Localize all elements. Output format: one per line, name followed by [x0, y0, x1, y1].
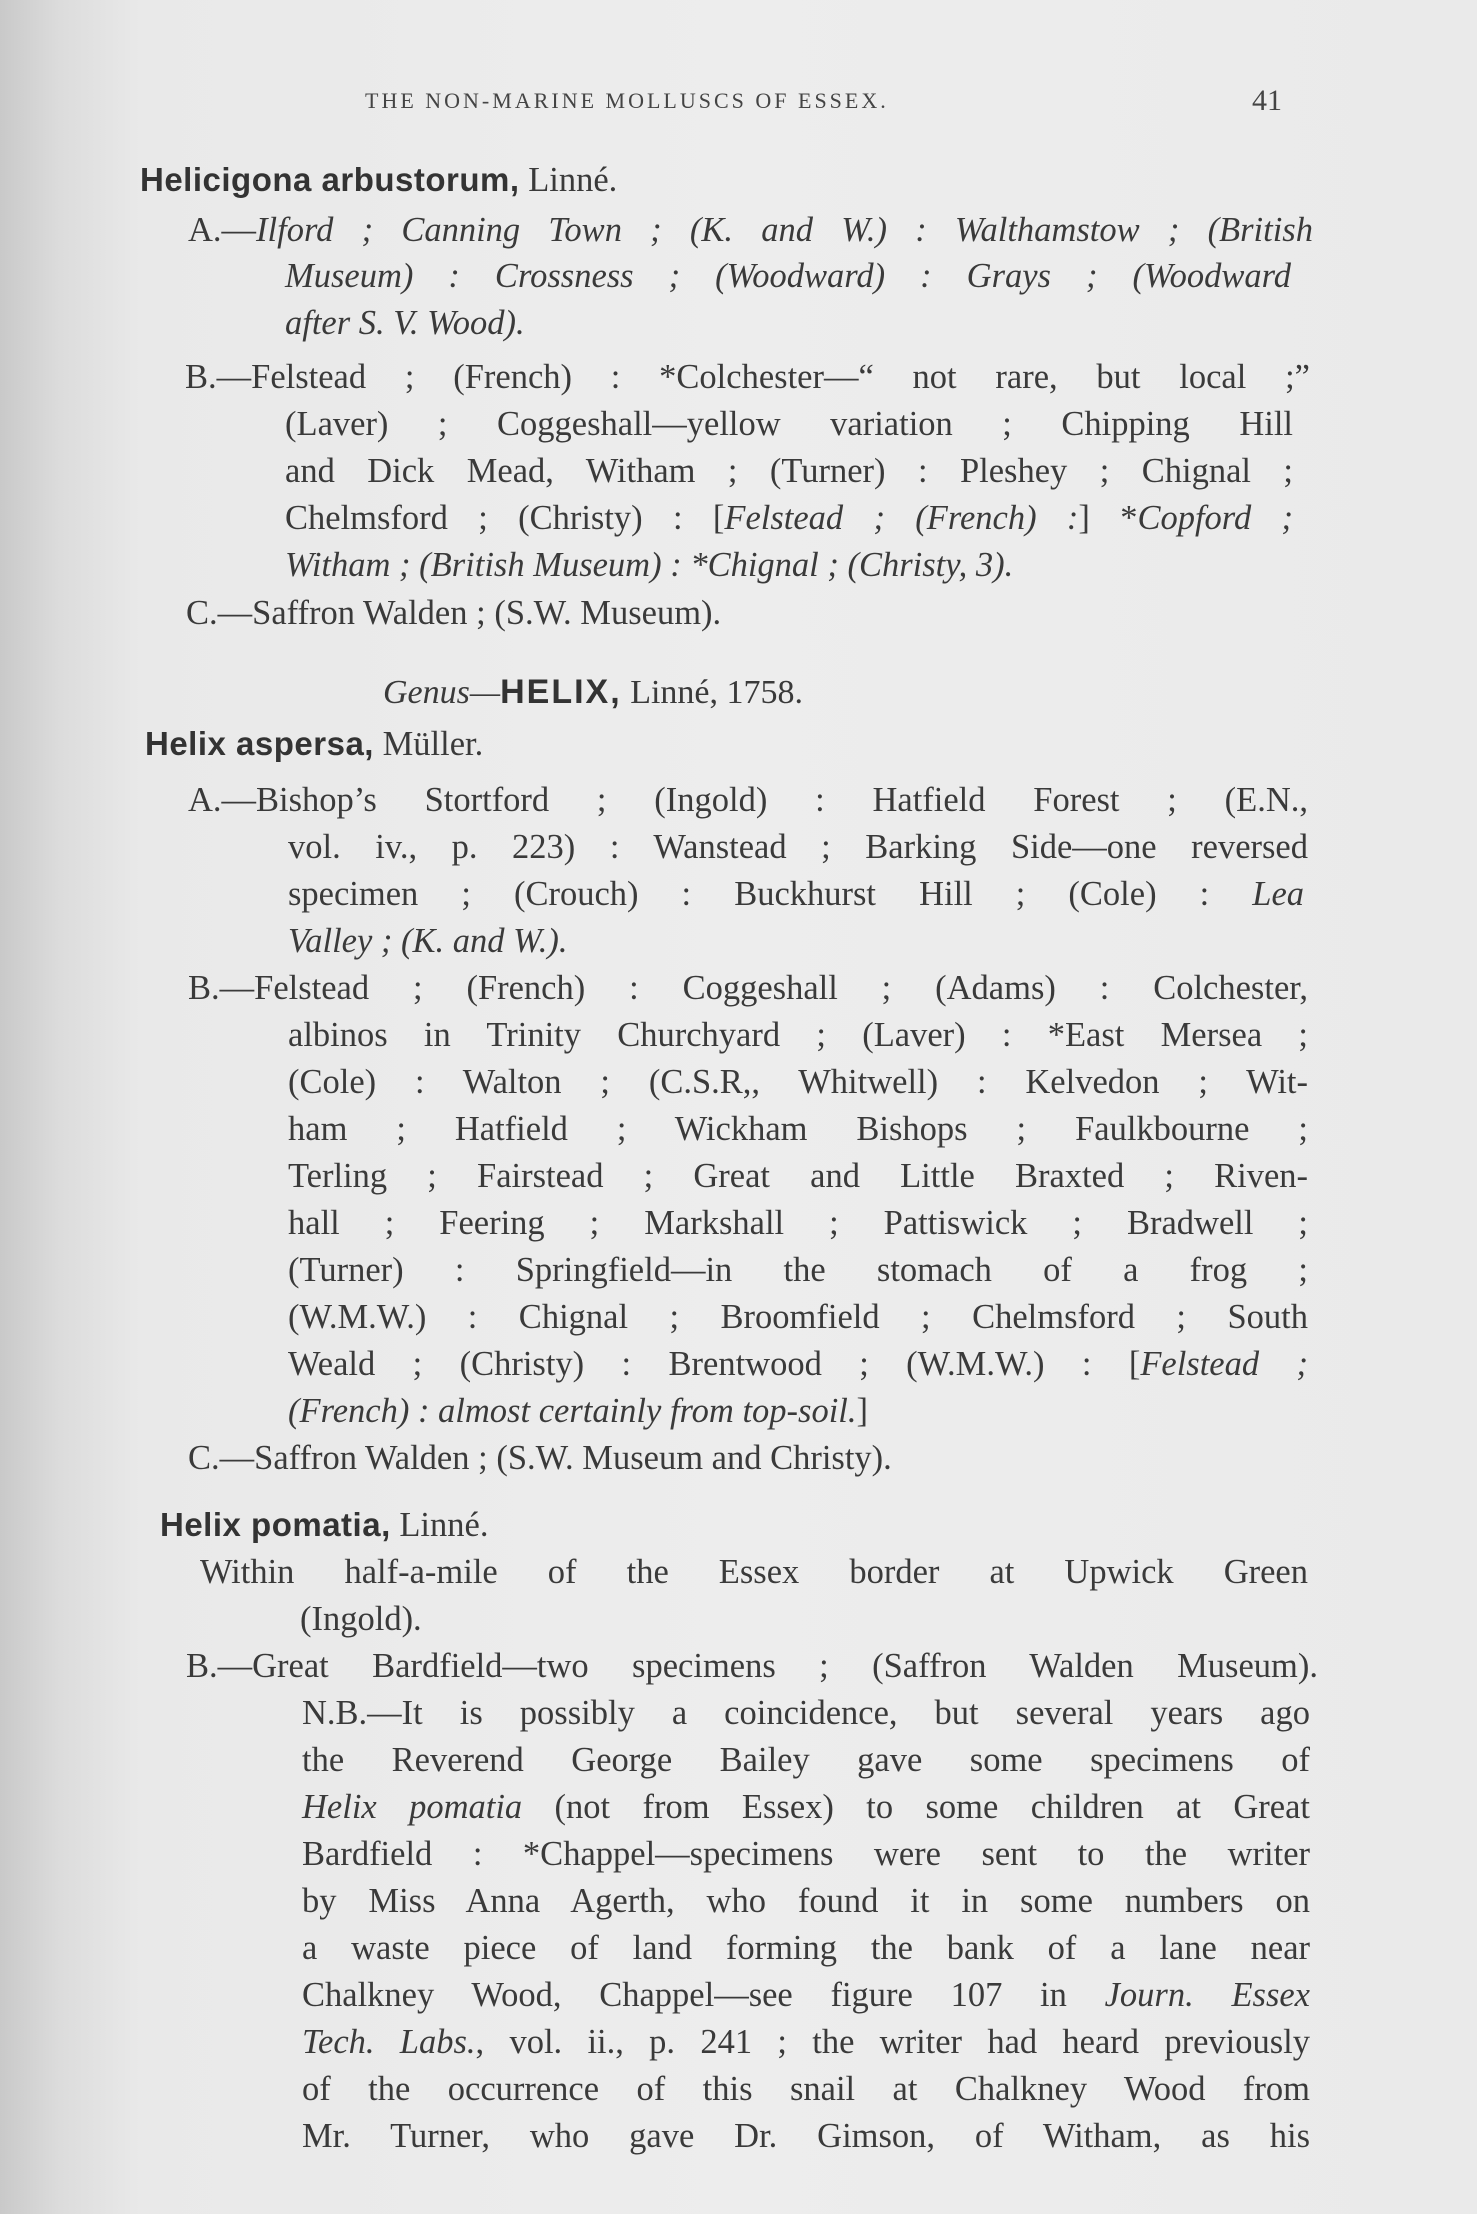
- record-line: a waste piece of land forming the bank of a lane near: [302, 1929, 1310, 1967]
- record-line: Valley ; (K. and W.).: [288, 922, 568, 960]
- record-line: C.—Saffron Walden ; (S.W. Museum and Christy).: [188, 1439, 892, 1477]
- record-line: C.—Saffron Walden ; (S.W. Museum).: [186, 594, 722, 632]
- record-line: hall ; Feering ; Markshall ; Pattiswick ; Bradwell ;: [288, 1204, 1308, 1242]
- record-line: (Laver) ; Coggeshall—yellow variation ; Chipping Hill: [285, 405, 1293, 443]
- record-line: (Ingold).: [300, 1600, 422, 1638]
- record-line: Museum) : Crossness ; (Woodward) : Grays ; (Woodward: [285, 257, 1291, 295]
- running-title: THE NON-MARINE MOLLUSCS OF ESSEX.: [365, 88, 889, 113]
- record-line: B.—Felstead ; (French) : *Colchester—“ not rare, but local ;”: [185, 358, 1310, 396]
- record-line: (W.M.W.) : Chignal ; Broomfield ; Chelmsford ; South: [288, 1298, 1308, 1336]
- running-head: [0, 84, 1477, 128]
- record-line: B.—Felstead ; (French) : Coggeshall ; (Adams) : Colchester,: [188, 969, 1308, 1007]
- record-line: (Cole) : Walton ; (C.S.R,, Whitwell) : Kelvedon ; Wit-: [288, 1063, 1308, 1101]
- record-line: Bardfield : *Chappel—specimens were sent to the writer: [302, 1835, 1310, 1873]
- species-name: Helicigona arbustorum,: [140, 161, 520, 198]
- record-line: (French) : almost certainly from top-soil.]: [288, 1392, 869, 1430]
- record-line: after S. V. Wood).: [285, 304, 525, 342]
- record-line: B.—Great Bardfield—two specimens ; (Saffron Walden Museum).: [186, 1647, 1318, 1685]
- record-line: A.—Bishop’s Stortford ; (Ingold) : Hatfield Forest ; (E.N.,: [188, 781, 1308, 819]
- record-line: N.B.—It is possibly a coincidence, but several years ago: [302, 1694, 1310, 1732]
- record-line: Within half-a-mile of the Essex border at Upwick Green: [200, 1553, 1308, 1591]
- record-line: Mr. Turner, who gave Dr. Gimson, of Witham, as his: [302, 2117, 1310, 2155]
- record-line: Witham ; (British Museum) : *Chignal ; (Christy, 3).: [285, 546, 1014, 584]
- record-line: albinos in Trinity Churchyard ; (Laver) : *East Mersea ;: [288, 1016, 1308, 1054]
- species-heading-helicigona: [140, 160, 617, 200]
- record-line: specimen ; (Crouch) : Buckhurst Hill ; (Cole) : Lea: [288, 875, 1305, 913]
- record-line: Weald ; (Christy) : Brentwood ; (W.M.W.) : [Felstead ;: [288, 1345, 1308, 1383]
- record-line: A.—Ilford ; Canning Town ; (K. and W.) : Walthamstow ; (British: [188, 211, 1313, 249]
- record-line: (Turner) : Springfield—in the stomach of a frog ;: [288, 1251, 1308, 1289]
- record-line: ham ; Hatfield ; Wickham Bishops ; Faulkbourne ;: [288, 1110, 1308, 1148]
- record-line: Helix pomatia (not from Essex) to some children at Great: [302, 1788, 1310, 1826]
- record-line: Tech. Labs., vol. ii., p. 241 ; the writer had heard previously: [302, 2023, 1310, 2061]
- record-line: the Reverend George Bailey gave some specimens of: [302, 1741, 1310, 1779]
- genus-heading: Genus—HELIX, Linné, 1758.: [383, 673, 803, 711]
- record-line: of the occurrence of this snail at Chalkney Wood from: [302, 2070, 1310, 2108]
- species-heading-pomatia: Helix pomatia, Linné.: [160, 1506, 489, 1544]
- record-line: Chelmsford ; (Christy) : [Felstead ; (French) :] *Copford ;: [285, 499, 1293, 537]
- species-heading-aspersa: Helix aspersa, Müller.: [145, 725, 484, 763]
- species-author: Linné.: [528, 161, 618, 199]
- record-line: and Dick Mead, Witham ; (Turner) : Pleshey ; Chignal ;: [285, 452, 1293, 490]
- record-line: Terling ; Fairstead ; Great and Little Braxted ; Riven-: [288, 1157, 1308, 1195]
- record-line: vol. iv., p. 223) : Wanstead ; Barking Side—one reversed: [288, 828, 1308, 866]
- record-line: Chalkney Wood, Chappel—see figure 107 in Journ. Essex: [302, 1976, 1310, 2014]
- page-number: 41: [1252, 84, 1282, 117]
- record-line: by Miss Anna Agerth, who found it in some numbers on: [302, 1882, 1310, 1920]
